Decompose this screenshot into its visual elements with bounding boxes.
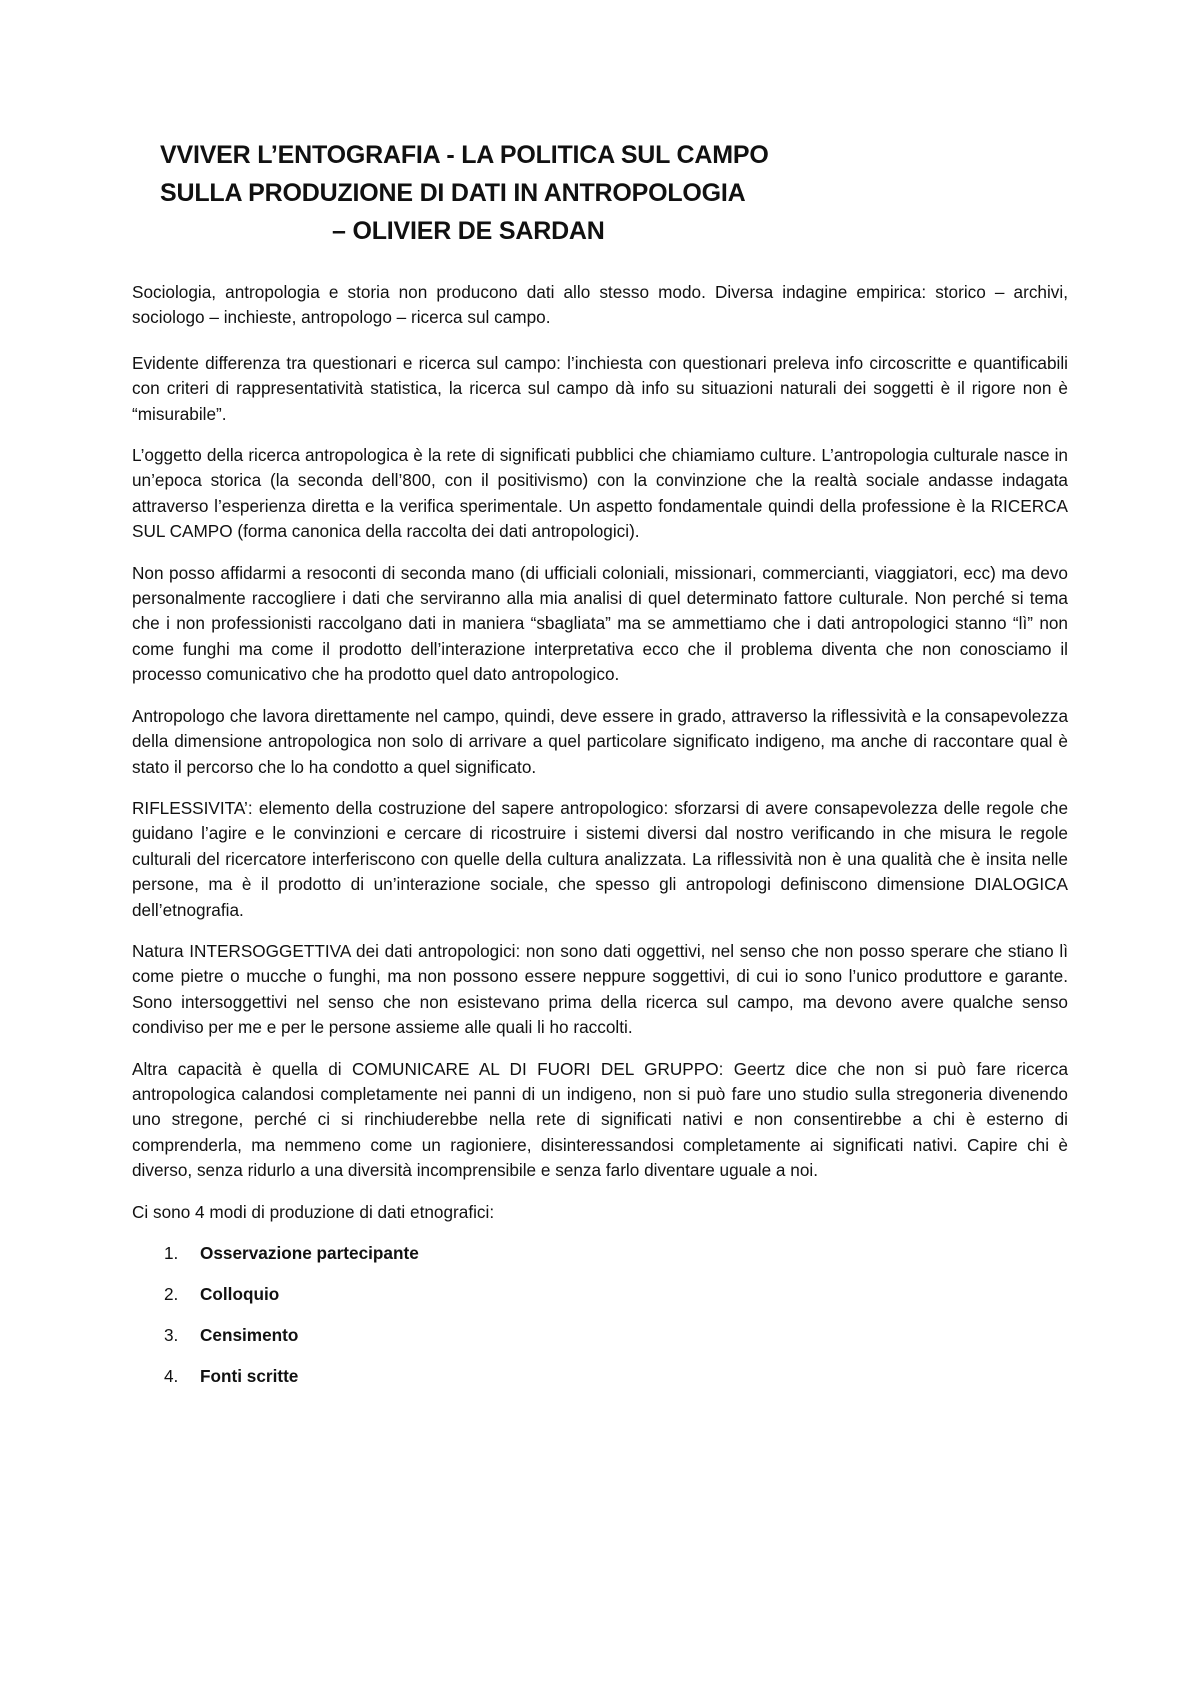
list-item-label: Colloquio [200, 1284, 280, 1304]
paragraph-questionnaires: Evidente differenza tra questionari e ricerca sul campo: l’inchiesta con questionari preleva info circoscritte e quantificabili con criteri di rappresentatività statistica, la ricerca sul campo dà info su situazioni naturali dei soggetti è il rigore non è “misurabile”. [132, 352, 1068, 424]
paragraph-intersubjective: Natura INTERSOGGETTIVA dei dati antropologici: non sono dati oggettivi, nel senso che non posso sperare che stiano lì come pietre o mucche o funghi, ma non possono essere neppure soggettivi, di cui io sono l’unico produttore e garante. Sono intersoggettivi nel senso che non esistevano prima della ricerca sul campo, ma devono avere qualche senso condiviso per me e per le persone assieme alle quali li ho raccolti. [132, 940, 1068, 1038]
list-item-label: Censimento [200, 1325, 299, 1345]
paragraph-second-hand-sources: Non posso affidarmi a resoconti di seconda mano (di ufficiali coloniali, missionari, commercianti, viaggiatori, ecc) ma devo personalmente raccogliere i dati che serviranno alla mia analisi di quel determinato fattore culturale. Non perché si tema che i non professionisti raccolgano dati in maniera “sbagliata” ma se ammettiamo che i dati antropologici stanno “lì” non come funghi ma come il prodotto dell’interazione interpretativa ecco che il problema diventa che non conosciamo il processo comunicativo che ha prodotto quel dato antropologico. [132, 562, 1068, 685]
list-item [132, 1364, 1068, 1389]
list-item [132, 1241, 1068, 1266]
title-line-1: VVIVER L’ENTOGRAFIA - LA POLITICA SUL CAMPO [160, 141, 769, 169]
list-item-number: 4. [164, 1366, 179, 1386]
list-item [132, 1323, 1068, 1348]
document-body [132, 280, 1068, 1405]
paragraph-reflexivity: RIFLESSIVITA’: elemento della costruzione del sapere antropologico: sforzarsi di avere consapevolezza delle regole che guidano l’agire e le convinzioni e cercare di ricostruire i sistemi diversi dal nostro verificando in che misura le regole culturali del ricercatore interferiscono con quelle della cultura analizzata. La riflessività non è una qualità che è insita nelle persone, ma è il prodotto di un’interazione sociale, che spesso gli antropologi definiscono dimensione DIALOGICA dell’etnografia. [132, 797, 1068, 920]
modes-list [132, 1241, 1068, 1389]
list-item-number: 3. [164, 1325, 179, 1345]
list-item-number: 2. [164, 1284, 179, 1304]
paragraph-modes-intro: Ci sono 4 modi di produzione di dati etnografici: [132, 1201, 495, 1222]
paragraph-anthropologist-field: Antropologo che lavora direttamente nel campo, quindi, deve essere in grado, attraverso la riflessività e la consapevolezza della dimensione antropologica non solo di arrivare a quel particolare significato indigeno, ma anche di raccontare qual è stato il percorso che lo ha condotto a quel significato. [132, 705, 1068, 777]
title-line-2: SULLA PRODUZIONE DI DATI IN ANTROPOLOGIA [160, 179, 746, 207]
list-item-label: Osservazione partecipante [200, 1243, 419, 1263]
paragraph-communicate-outside: Altra capacità è quella di COMUNICARE AL DI FUORI DEL GRUPPO: Geertz dice che non si può fare ricerca antropologica calandosi completamente nei panni di un indigeno, non si può fare uno studio sulla stregoneria divenendo uno stregone, perché ci si rinchiuderebbe nella rete di significati nativi e non consentirebbe a chi è esterno di comprenderla, ma nemmeno come un ragioniere, disinteressandosi completamente ai significati nativi. Capire chi è diverso, senza ridurlo a una diversità incomprensibile e senza farlo diventare uguale a noi. [132, 1058, 1068, 1181]
paragraph-object-of-research: L’oggetto della ricerca antropologica è la rete di significati pubblici che chiamiamo culture. L’antropologia culturale nasce in un’epoca storica (la seconda dell’800, con il positivismo) con la convinzione che la realtà sociale andasse indagata attraverso l’esperienza diretta e la verifica sperimentale. Un aspetto fondamentale quindi della professione è la RICERCA SUL CAMPO (forma canonica della raccolta dei dati antropologici). [132, 445, 1068, 542]
list-item-number: 1. [164, 1243, 179, 1263]
title-line-3: – OLIVIER DE SARDAN [332, 217, 605, 245]
list-item-label: Fonti scritte [200, 1366, 299, 1386]
document-title [160, 136, 920, 250]
paragraph-intro: Sociologia, antropologia e storia non producono dati allo stesso modo. Diversa indagine empirica: storico – archivi, sociologo – inchieste, antropologo – ricerca sul campo. [132, 282, 1068, 328]
list-item [132, 1282, 1068, 1307]
